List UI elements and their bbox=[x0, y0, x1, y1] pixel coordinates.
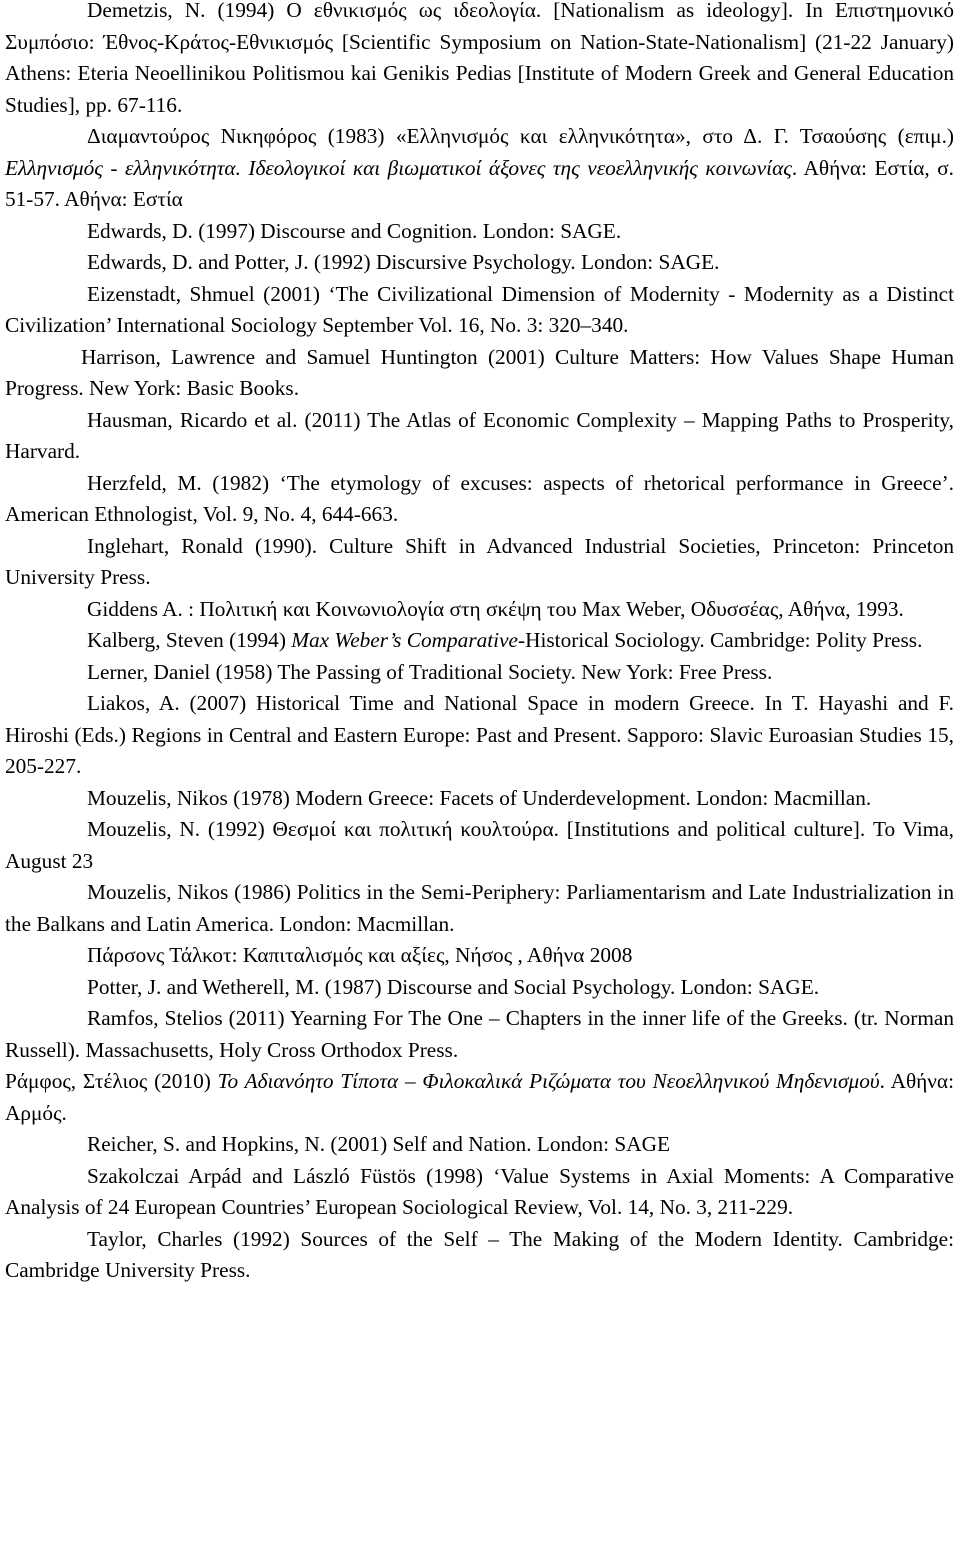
reference-entry-hausman: Hausman, Ricardo et al. (2011) The Atlas of Economic Complexity – Mapping Paths to Prosperity, Harvard. bbox=[5, 407, 954, 463]
reference-entry-eizenstadt: Eizenstadt, Shmuel (2001) ‘The Civilizational Dimension of Modernity - Modernity as a Distinct Civilization’ International Sociology September Vol. 16, No. 3: 320–340. bbox=[5, 281, 954, 337]
reference-text: Διαμαντούρος Νικηφόρος (1983) «Ελληνισμός και ελληνικότητα», στο Δ. Γ. Τσαούσης (επιμ.) bbox=[87, 124, 954, 148]
reference-entry-mouzelis-1978: Mouzelis, Nikos (1978) Modern Greece: Facets of Underdevelopment. London: Macmillan. bbox=[87, 785, 872, 810]
reference-entry-lerner: Lerner, Daniel (1958) The Passing of Traditional Society. New York: Free Press. bbox=[87, 659, 773, 684]
reference-entry-mouzelis-1986: Mouzelis, Nikos (1986) Politics in the Semi-Periphery: Parliamentarism and Late Industrialization in the Balkans and Latin America. London: Macmillan. bbox=[5, 880, 954, 936]
reference-entry-kalberg bbox=[5, 625, 954, 657]
reference-entry-parsons: Πάρσονς Τάλκοτ: Καπιταλισμός και αξίες, Νήσος , Αθήνα 2008 bbox=[87, 943, 633, 967]
reference-entry-diamantouros bbox=[5, 121, 954, 216]
reference-entry-mouzelis-1992: Mouzelis, N. (1992) Θεσμοί και πολιτική κουλτούρα. [Institutions and political culture]. To Vima, August 23 bbox=[5, 817, 954, 873]
reference-text: Kalberg, Steven (1994) bbox=[87, 628, 292, 652]
reference-entry-giddens: Giddens A. : Πολιτική και Κοινωνιολογία στη σκέψη του Max Weber, Οδυσσέας, Αθήνα, 1993. bbox=[87, 596, 904, 621]
reference-entry-reicher: Reicher, S. and Hopkins, N. (2001) Self and Nation. London: SAGE bbox=[87, 1132, 670, 1156]
reference-entry-inglehart: Inglehart, Ronald (1990). Culture Shift in Advanced Industrial Societies, Princeton: Princeton University Press. bbox=[5, 533, 954, 589]
reference-entry-edwards-1997: Edwards, D. (1997) Discourse and Cognition. London: SAGE. bbox=[87, 218, 622, 243]
reference-entry-potter-wetherell: Potter, J. and Wetherell, M. (1987) Discourse and Social Psychology. London: SAGE. bbox=[87, 974, 820, 999]
reference-entry-ramfos-2011: Ramfos, Stelios (2011) Yearning For The One – Chapters in the inner life of the Greeks. (tr. Norman Russell). Massachusetts, Holy Cross Orthodox Press. bbox=[5, 1006, 954, 1062]
reference-entry-taylor: Taylor, Charles (1992) Sources of the Self – The Making of the Modern Identity. Cambridge: Cambridge University Press. bbox=[5, 1226, 954, 1282]
reference-entry-demetzis: Demetzis, N. (1994) Ο εθνικισμός ως ιδεολογία. [Nationalism as ideology]. In Επιστημονικό Συμπόσιο: Έθνος-Κράτος-Εθνικισμός [Scientific Symposium on Nation-State-Nationalism] (21-22 January) Athens: Eteria Neoellinikou Politismou kai Genikis Pedias [Institute of Modern Greek and General Education Studies], pp. 67-116. bbox=[5, 0, 954, 117]
reference-text: -Historical Sociology. Cambridge: Polity Press. bbox=[518, 628, 923, 652]
reference-text: Ράμφος, Στέλιος (2010) bbox=[5, 1069, 218, 1093]
reference-entry-herzfeld: Herzfeld, M. (1982) ‘The etymology of excuses: aspects of rhetorical performance in Greece’. American Ethnologist, Vol. 9, No. 4, 644-663. bbox=[5, 470, 954, 526]
reference-title-italic: Ελληνισμός - ελληνικότητα. Ιδεολογικοί και βιωματικοί άξονες της νεοελληνικής κοινωνίας bbox=[5, 155, 792, 180]
reference-entry-ramfos-2010 bbox=[5, 1066, 954, 1129]
reference-text: . Αθήνα: Εστία, σ. 51-57. Αθήνα: Εστία bbox=[5, 155, 954, 211]
reference-title-italic: Max Weber’s Comparative bbox=[291, 628, 518, 652]
reference-title-italic: Το Αδιανόητο Τίποτα – Φιλοκαλικά Ριζώματα του Νεοελληνικού Μηδενισμού bbox=[217, 1069, 880, 1093]
reference-entry-liakos: Liakos, A. (2007) Historical Time and National Space in modern Greece. In T. Hayashi and F. Hiroshi (Eds.) Regions in Central and Eastern Europe: Past and Present. Sapporo: Slavic Euroasian Studies 15, 205-227. bbox=[5, 691, 954, 778]
reference-text: . Αθήνα: Αρμός. bbox=[5, 1069, 954, 1125]
reference-entry-szakolczai: Szakolczai Arpád and László Füstös (1998) ‘Value Systems in Axial Moments: A Comparative Analysis of 24 European Countries’ European Sociological Review, Vol. 14, No. 3, 211-229. bbox=[5, 1163, 954, 1219]
reference-entry-harrison: Harrison, Lawrence and Samuel Huntington (2001) Culture Matters: How Values Shape Human Progress. New York: Basic Books. bbox=[5, 344, 954, 400]
reference-entry-edwards-potter-1992: Edwards, D. and Potter, J. (1992) Discursive Psychology. London: SAGE. bbox=[87, 250, 720, 274]
